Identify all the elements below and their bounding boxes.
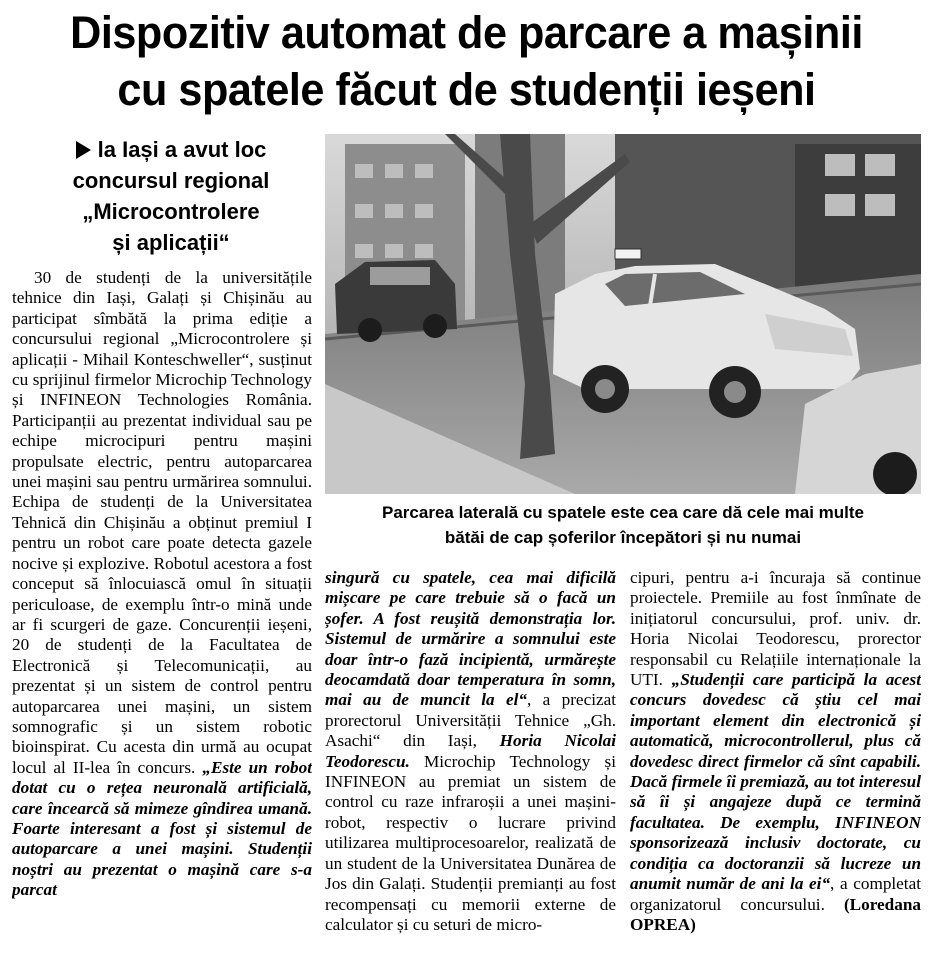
- article-column-3: [630, 568, 921, 978]
- quote-text: singură cu spatele, cea mai dificilă mișcare pe care trebuie să o facă un șofer. A fost reușită demonstrația lor. Sistemul de urmărire a somnului este doar într-o fază incipientă, urmărește deocamdată doar temperatura în somn, mai au de muncit la el“: [325, 568, 616, 710]
- article-paragraph: [12, 268, 312, 901]
- photo-caption: [325, 500, 921, 550]
- caption-line-1: Parcarea laterală cu spatele este cea care dă cele mai multe: [382, 503, 864, 522]
- quote-text: „Este un robot dotat cu o rețea neuronală artificială, care încearcă să mimeze gîndirea umană. Foarte interesant a fost și sistemul de autoparcare a unei mașini. Studenții noștri au prezentat o mașină care s-a parcat: [12, 757, 312, 900]
- author-byline: (Loredana OPREA): [630, 894, 921, 934]
- article-paragraph: [630, 568, 921, 935]
- photo-street-parking-car-icon: [325, 134, 921, 494]
- kicker-line-3: „Microcontrolere: [82, 199, 260, 224]
- kicker-line-2: concursul regional: [72, 168, 270, 193]
- article-text: , a precizat prorectorul Universității Tehnice „Gh. Asachi“ din Iași,: [325, 690, 616, 751]
- kicker-line-1: la Iași a avut loc: [97, 137, 267, 162]
- triangle-bullet-icon: [76, 141, 91, 159]
- article-text: Microchip Technology și INFINEON au premiat un sistem de control cu raze infraroșii a unei mașini-robot, respectiv o lucrare privind utilizarea multiprocesoarelor, realizată de un student de la Universitatea Dunărea de Jos din Galați. Studenții premianți au fost recompensați cu memorii externe de calculator și cu seturi de micro-: [325, 751, 616, 934]
- headline-line-1: Dispozitiv automat de parcare a mașinii: [70, 7, 863, 58]
- article-text: 30 de studenți de la universitățile tehnice din Iași, Galați și Chișinău au participat sîmbătă la prima ediție a concursului regional „Microcontrolere și aplicații - Mihail Konteschweller“, susținut cu sprijinul firmelor Microchip Technology și INFINEON Technologies România. Participanții au prezentat individual sau pe echipe microcipuri pentru mașini propulsate electric, pentru autoparcarea unei mașini sau pentru urmărirea somnului. Echipa de studenți de la Universitatea Tehnică din Chișinău a obținut premiul I pentru un robot care poate detecta gazele nocive și explozive. Robotul acestora a fost conceput să înlocuiască omul în situații periculoase, de exemplu într-o mină unde ar fi scurgeri de gaze. Concurenții ieșeni, 20 de studenți de la Facultatea de Electronică și Telecomunicații, au prezentat și un sistem de control pentru autoparcarea unei mașini, un sistem somnografic și un sistem robotic bioinspirat. Cu acesta din urmă au ocupat locul al II-lea în concurs.: [12, 268, 312, 777]
- caption-line-2: bătăi de cap șoferilor începători și nu numai: [444, 528, 802, 547]
- headline: [19, 4, 915, 118]
- article-photo: [325, 134, 921, 494]
- article-paragraph: [325, 568, 616, 935]
- article-text: cipuri, pentru a-i încuraja să continue proiectele. Premiile au fost înmînate de inițiatorul concursului, prof. univ. dr. Horia Nicolai Teodorescu, prorector responsabil cu Relațiile internaționale la UTI.: [630, 568, 921, 690]
- headline-line-2: cu spatele făcut de studenții ieșeni: [117, 64, 816, 115]
- kicker: [26, 134, 316, 258]
- article-text: , a completat organizatorul concursului.: [630, 874, 921, 914]
- kicker-line-4: și aplicații“: [112, 230, 230, 255]
- quoted-person-name: Horia Nicolai Teodorescu.: [325, 731, 616, 771]
- quote-text: „Studenții care participă la acest concurs dovedesc că știu cel mai important element din electronică și automatică, microcontrollerul, plus că dovedesc direct firmelor că sînt capabili. Dacă firmele îi premiază, au tot interesul să îi și angajeze după ce termină facultatea. De exemplu, INFINEON sponsorizează inclusiv doctorate, cu condiția ca doctoranzii să lucreze un anumit număr de ani la ei“: [630, 670, 921, 894]
- article-column-2: [325, 568, 616, 978]
- article-column-1: [12, 268, 312, 978]
